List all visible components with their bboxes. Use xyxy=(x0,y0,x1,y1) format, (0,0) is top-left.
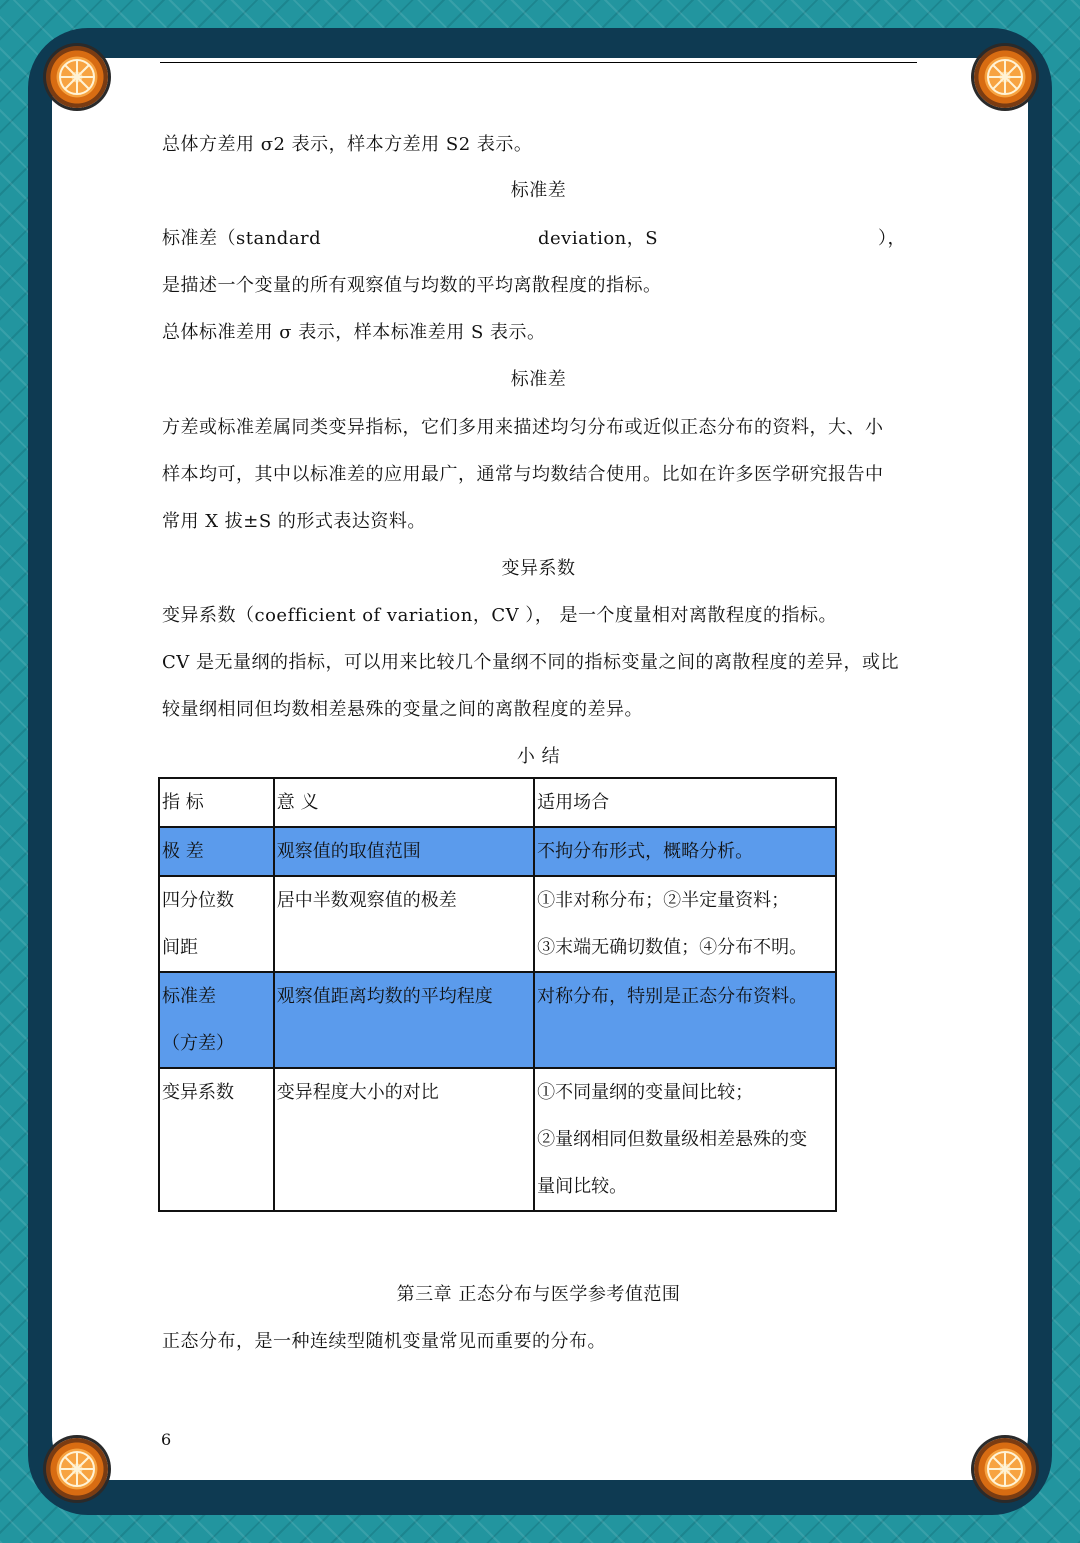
table-row xyxy=(159,876,836,972)
table-row xyxy=(159,972,836,1068)
corner-ornament-icon xyxy=(46,1438,108,1500)
cell-text: ①非对称分布；②半定量资料； xyxy=(537,890,790,911)
table-cell-indicator xyxy=(159,972,274,1068)
table-row xyxy=(159,1068,836,1211)
paragraph-line: 较量纲相同但均数相差悬殊的变量之间的离散程度的差异。 xyxy=(162,699,643,720)
table-cell-meaning: 居中半数观察值的极差 xyxy=(274,876,534,972)
cell-text: 不拘分布形式，概略分析。 xyxy=(537,841,754,862)
cell-text: 四分位数 xyxy=(162,890,234,911)
cell-text: ①不同量纲的变量间比较； xyxy=(537,1082,754,1103)
table-cell-usage xyxy=(534,972,836,1068)
cell-text: ③末端无确切数值；④分布不明。 xyxy=(537,937,808,958)
paragraph-std-notation: 总体标准差用 σ 表示，样本标准差用 S 表示。 xyxy=(162,322,546,343)
table-cell-indicator xyxy=(159,876,274,972)
std-definition-part2: deviation，S xyxy=(538,228,659,249)
std-definition-part3: ）， xyxy=(878,228,906,249)
chapter-heading: 第三章 正态分布与医学参考值范围 xyxy=(396,1284,681,1305)
paragraph-line: CV 是无量纲的指标，可以用来比较几个量纲不同的指标变量之间的离散程度的差异，或比 xyxy=(162,652,899,673)
table-row xyxy=(159,827,836,876)
table-header-cell: 意 义 xyxy=(274,778,534,827)
table-cell-meaning: 观察值的取值范围 xyxy=(274,827,534,876)
paragraph-line: 方差或标准差属同类变异指标，它们多用来描述均匀分布或近似正态分布的资料，大、小 xyxy=(162,417,884,438)
corner-ornament-icon xyxy=(974,46,1036,108)
paragraph-cv-definition: 变异系数（coefficient of variation，CV ）， 是一个度量相对离散程度的指标。 xyxy=(162,605,838,626)
paragraph-line: 样本均可，其中以标准差的应用最广，通常与均数结合使用。比如在许多医学研究报告中 xyxy=(162,464,884,485)
corner-ornament-icon xyxy=(974,1438,1036,1500)
page-number: 6 xyxy=(161,1430,172,1449)
cell-text: 变异系数 xyxy=(162,1082,234,1103)
cell-text: 对称分布，特别是正态分布资料。 xyxy=(537,986,808,1007)
table-cell-usage xyxy=(534,876,836,972)
cell-text: ②量纲相同但数量级相差悬殊的变 xyxy=(537,1129,808,1150)
table-cell-indicator xyxy=(159,827,274,876)
table-cell-meaning: 观察值距离均数的平均程度 xyxy=(274,972,534,1068)
section-heading-cv: 变异系数 xyxy=(501,558,576,579)
section-heading-summary: 小 结 xyxy=(516,746,561,767)
table-header-row xyxy=(159,778,836,827)
table-cell-indicator xyxy=(159,1068,274,1211)
table-header-cell: 指 标 xyxy=(159,778,274,827)
paragraph-variance-notation: 总体方差用 σ2 表示，样本方差用 S2 表示。 xyxy=(162,134,533,155)
section-heading-std: 标准差 xyxy=(510,180,567,201)
std-definition-part1: 标准差（standard xyxy=(162,228,322,249)
corner-ornament-icon xyxy=(46,46,108,108)
cell-text: （方差） xyxy=(162,1033,234,1054)
cell-text: 量间比较。 xyxy=(537,1176,628,1197)
table-cell-usage xyxy=(534,1068,836,1211)
paragraph-normal-distribution: 正态分布，是一种连续型随机变量常见而重要的分布。 xyxy=(162,1331,606,1352)
cell-text: 间距 xyxy=(162,937,198,958)
cell-text: 极 差 xyxy=(162,841,204,862)
table-cell-usage xyxy=(534,827,836,876)
table-cell-meaning: 变异程度大小的对比 xyxy=(274,1068,534,1211)
table-header-cell: 适用场合 xyxy=(534,778,836,827)
paragraph-line: 常用 X 拔±S 的形式表达资料。 xyxy=(162,511,426,532)
section-heading-std-2: 标准差 xyxy=(510,369,567,390)
cell-text: 标准差 xyxy=(162,986,216,1007)
header-rule xyxy=(160,62,917,63)
summary-table xyxy=(158,777,837,1212)
paragraph-std-description: 是描述一个变量的所有观察值与均数的平均离散程度的指标。 xyxy=(162,275,662,296)
